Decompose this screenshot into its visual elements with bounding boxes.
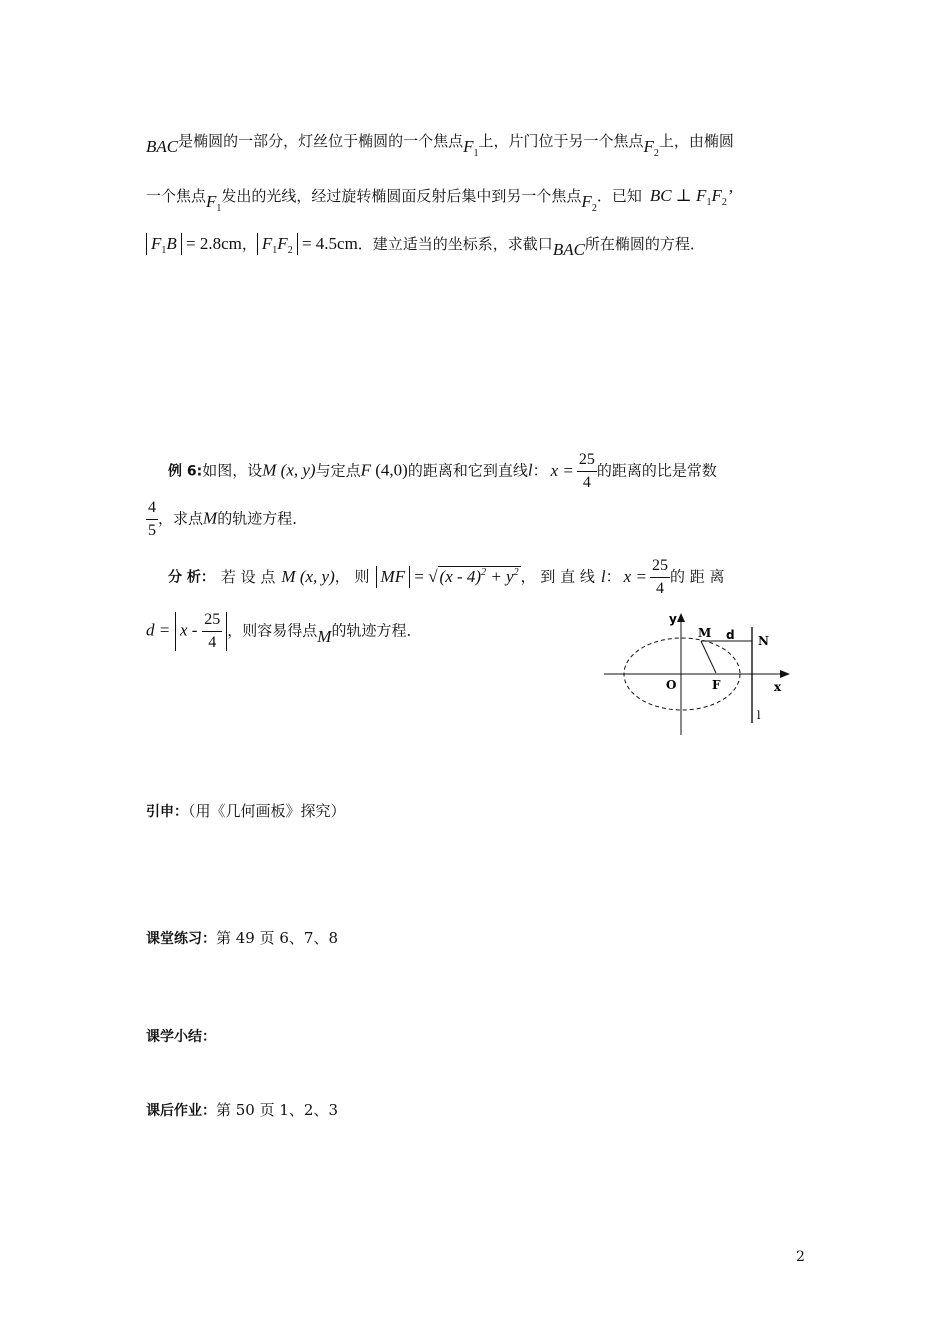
math-f1b-abs: $F_1B = 2.8cm$: [146, 234, 242, 253]
math-x-eq-2: x =: [623, 566, 647, 586]
para1-text-b: 上，片门位于另一个焦点: [478, 132, 644, 150]
practice-label: 课堂练习：: [146, 931, 216, 947]
math-l-2: l: [600, 566, 606, 586]
homework-label: 课后作业：: [146, 1103, 216, 1119]
x-axis-arrow: [780, 670, 790, 678]
example6-text-f: 的轨迹方程．: [217, 509, 308, 528]
math-abs-x-frac: x - $\frac{25}{4}$: [175, 612, 227, 651]
analysis-label: 分 析：: [168, 569, 215, 586]
para1-line2: [146, 185, 733, 214]
section-homework: [146, 1099, 338, 1120]
math-m-xy: M (x, y): [262, 460, 316, 480]
para1-text-i: 所在椭圆的方程．: [584, 235, 705, 253]
example6-text-d: 的距离的比是常数: [596, 461, 717, 480]
label-l: l: [757, 709, 761, 722]
label-f: F: [712, 678, 721, 692]
label-d: d: [726, 628, 735, 642]
analysis-text-e: 的 距 离: [669, 567, 725, 586]
yinshen-label: 引申：: [146, 804, 188, 820]
section-practice: [146, 927, 338, 948]
example6-label: 例 6:: [168, 463, 203, 480]
math-d-eq: d =: [146, 620, 171, 640]
example6-colon: ：: [532, 461, 548, 480]
para1-line1: [146, 130, 734, 159]
label-x: x: [774, 680, 782, 694]
math-f2b: $F_2$: [581, 192, 597, 214]
section-summary: [146, 1026, 216, 1046]
math-bc-perp: BC ⊥ $F_1F_2$’: [649, 186, 733, 208]
y-axis-arrow: [677, 613, 685, 622]
segment-mf: [701, 641, 716, 673]
example6-text-a: 如图，设: [202, 461, 263, 480]
para1-text-h: ．建立适当的坐标系，求截口: [357, 235, 553, 253]
math-mf: MF = √ $(x - 4)^2 + y^2$: [376, 567, 521, 586]
label-y: y: [669, 612, 677, 626]
analysis-line2: [146, 612, 421, 651]
math-f1: $F_1$: [463, 137, 479, 159]
math-f2: $F_2$: [643, 137, 659, 159]
analysis-text-b: ， 则: [334, 567, 370, 586]
math-bac: BAC: [146, 137, 179, 156]
label-o: O: [666, 678, 677, 692]
math-m-xy-2: M (x, y): [281, 566, 335, 586]
example6-line1: [168, 452, 717, 491]
summary-label: 课学小结：: [146, 1029, 216, 1045]
math-f-coord: F (4,0): [360, 460, 408, 480]
analysis-line1: [168, 558, 724, 597]
para1-line3: [146, 233, 705, 259]
para1-text-a: 是椭圆的一部分，灯丝位于椭圆的一个焦点: [178, 132, 464, 150]
example6-line2: [146, 500, 307, 539]
yinshen-text: （用《几何画板》探究）: [188, 802, 346, 820]
homework-text: 第 50 页 1、2、3: [216, 1101, 339, 1119]
para1-text-d: 一个焦点: [146, 187, 207, 205]
math-bac-2: BAC: [552, 240, 585, 259]
page-number: 2: [796, 1249, 805, 1265]
para1-text-c: 上，由椭圆: [658, 132, 734, 150]
section-yinshen: [146, 800, 346, 821]
analysis-text-g: 的轨迹方程．: [331, 621, 422, 640]
analysis-text-f: ，则容易得点: [227, 621, 318, 640]
math-f1f2-abs: $F_1F_2 = 4.5cm$: [257, 234, 358, 253]
practice-text: 第 49 页 6、7、8: [216, 929, 339, 947]
math-f1b: $F_1$: [206, 192, 222, 214]
math-m: M: [203, 508, 218, 528]
ellipse-figure: [600, 605, 800, 740]
fraction-25-4-b: $\frac{25}{4}$: [651, 557, 668, 597]
label-m: M: [698, 626, 712, 640]
para1-text-f: ．已知: [596, 187, 642, 205]
math-m-3: M: [317, 626, 332, 646]
example6-text-e: ，求点: [158, 509, 204, 528]
example6-text-b: 与定点: [315, 461, 361, 480]
para1-text-e: 发出的光线，经过旋转椭圆面反射后集中到另一个焦点: [221, 187, 582, 205]
math-x-eq: x =: [550, 460, 574, 480]
label-n: N: [758, 634, 769, 648]
fraction-25-4: $\frac{25}{4}$: [578, 451, 595, 491]
example6-text-c: 的距离和它到直线: [407, 461, 528, 480]
fraction-4-5: $\frac{4}{5}$: [148, 499, 156, 539]
analysis-text-c: ， 到 直 线: [520, 567, 595, 586]
analysis-text-a: 若 设 点: [220, 567, 276, 586]
para1-text-g: ，: [241, 235, 257, 253]
analysis-text-d: ：: [605, 567, 621, 586]
math-l: l: [527, 460, 533, 480]
